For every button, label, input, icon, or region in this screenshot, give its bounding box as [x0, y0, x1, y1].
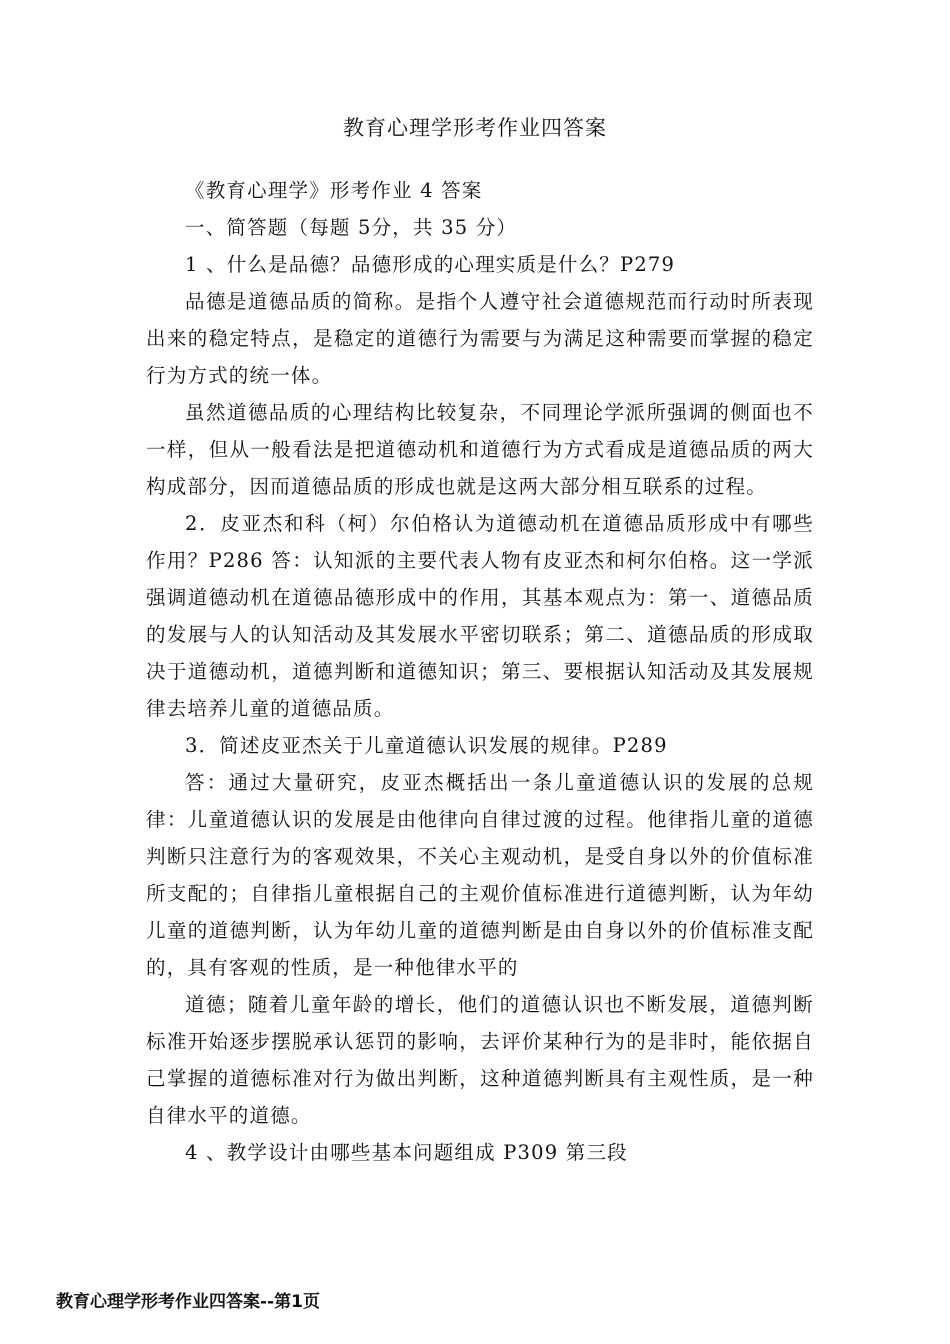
document-body [146, 172, 814, 1171]
document-title: 教育心理学形考作业四答案 [343, 116, 607, 140]
page-footer: 教育心理学形考作业四答案--第1页 [56, 1292, 320, 1312]
question-4: 4 、教学设计由哪些基本问题组成 P309 第三段 [185, 1141, 628, 1164]
heading-assignment: 《教育心理学》形考作业 4 答案 [185, 179, 483, 202]
answer-3-paragraph-1: 答：通过大量研究，皮亚杰概括出一条儿童道德认识的发展的总规律：儿童道德认识的发展是由他律向自律过渡的过程。他律指儿童的道德判断只注意行为的客观效果，不关心主观动机，是受自身以外的价值标准所支配的；自律指儿童根据自己的主观价值标准进行道德判断，认为年幼儿童的道德判断，认为年幼儿童的道德判断是由自身以外的价值标准支配的，具有客观的性质，是一种他律水平的 [146, 771, 814, 979]
question-3: 3．简述皮亚杰关于儿童道德认识发展的规律。P289 [185, 734, 668, 757]
answer-1-paragraph-2: 虽然道德品质的心理结构比较复杂，不同理论学派所强调的侧面也不一样，但从一般看法是把道德动机和道德行为方式看成是道德品质的两大构成部分，因而道德品质的形成也就是这两大部分相互联系的过程。 [146, 401, 814, 498]
question-1: 1 、什么是品德？品德形成的心理实质是什么？P279 [185, 253, 676, 276]
question-2-with-answer: 2．皮亚杰和科（柯）尔伯格认为道德动机在道德品质形成中有哪些作用？P286 答：认知派的主要代表人物有皮亚杰和柯尔伯格。这一学派强调道德动机在道德品德形成中的作用，其基本观点为：第一、道德品质的发展与人的认知活动及其发展水平密切联系；第二、道德品质的形成取决于道德动机，道德判断和道德知识；第三、要根据认知活动及其发展规律去培养儿童的道德品质。 [146, 512, 814, 720]
answer-1-paragraph-1: 品德是道德品质的简称。是指个人遵守社会道德规范而行动时所表现出来的稳定特点，是稳定的道德行为需要与为满足这种需要而掌握的稳定行为方式的统一体。 [146, 290, 814, 387]
answer-3-paragraph-2: 道德；随着儿童年龄的增长，他们的道德认识也不断发展，道德判断标准开始逐步摆脱承认惩罚的影响，去评价某种行为的是非时，能依据自己掌握的道德标准对行为做出判断，这种道德判断具有主观性质，是一种自律水平的道德。 [146, 993, 814, 1127]
section-heading: 一、简答题（每题 5分，共 35 分） [185, 216, 518, 239]
